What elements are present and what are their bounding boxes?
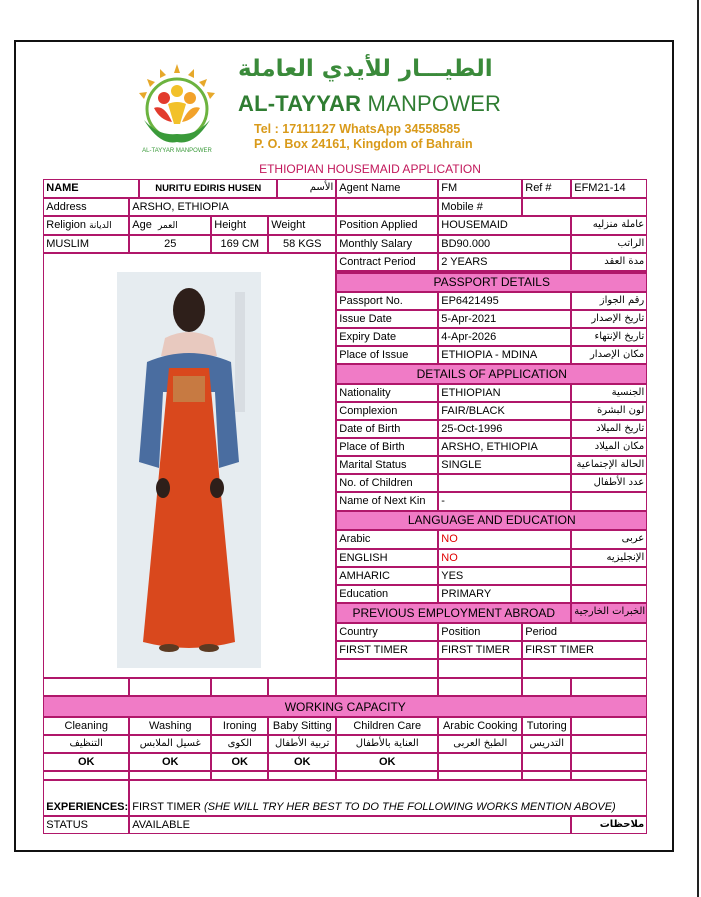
place-of-issue-arabic: مكان الإصدار [571, 346, 647, 364]
skill-arabic-cooking: Arabic Cooking [438, 717, 522, 735]
skill-children-care-arabic: العناية بالأطفال [336, 735, 438, 753]
working-capacity-header: WORKING CAPACITY [43, 696, 647, 717]
name-arabic-label: الأسم [277, 179, 336, 198]
emp-blank-2 [438, 659, 522, 678]
monthly-salary-arabic: الراتب [571, 235, 647, 253]
children-value [438, 474, 571, 492]
emp-blank-3 [522, 659, 647, 678]
children-label: No. of Children [336, 474, 438, 492]
emp-blank-1 [336, 659, 438, 678]
religion-label: Religion [46, 219, 86, 232]
blank-row-cell [211, 678, 268, 696]
applicant-photo-image [117, 272, 261, 668]
next-kin-value: - [438, 492, 571, 511]
remarks-arabic-label: ملاحظات [571, 816, 647, 834]
experiences-note: (SHE WILL TRY HER BEST TO DO THE FOLLOWING WORKS MENTION ABOVE) [203, 801, 616, 814]
height-value: 169 CM [211, 235, 268, 253]
blank-row-cell [268, 678, 336, 696]
english-value: NO [438, 549, 571, 567]
nationality-label: Nationality [336, 384, 438, 402]
position-applied-value: HOUSEMAID [438, 216, 571, 235]
status-label: STATUS [43, 816, 129, 834]
weight-label: Weight [268, 216, 336, 235]
right-edge-line [697, 0, 699, 897]
skill-cleaning-arabic: التنظيف [43, 735, 129, 753]
brand-name [238, 91, 501, 117]
contract-period-arabic: مدة العقد [571, 253, 647, 271]
skill-cleaning-status: OK [43, 753, 129, 771]
marital-status-arabic: الحالة الإجتماعية [571, 456, 647, 474]
blank-row-cell [43, 678, 129, 696]
mobile-value [522, 198, 647, 216]
place-of-birth-label: Place of Birth [336, 438, 438, 456]
amharic-arabic [571, 567, 647, 585]
children-arabic: عدد الأطفال [571, 474, 647, 492]
place-of-issue-value: ETHIOPIA - MDINA [438, 346, 571, 364]
height-label: Height [211, 216, 268, 235]
amharic-label: AMHARIC [336, 567, 438, 585]
expiry-date-value: 4-Apr-2026 [438, 328, 571, 346]
age-label: Age [132, 219, 152, 232]
education-arabic [571, 585, 647, 603]
svg-text:AL-TAYYAR MANPOWER: AL-TAYYAR MANPOWER [142, 148, 212, 154]
issue-date-arabic: تاريخ الإصدار [571, 310, 647, 328]
nationality-arabic: الجنسية [571, 384, 647, 402]
skill-washing-status: OK [129, 753, 211, 771]
place-of-birth-value: ARSHO, ETHIOPIA [438, 438, 571, 456]
issue-date-value: 5-Apr-2021 [438, 310, 571, 328]
education-label: Education [336, 585, 438, 603]
passport-no-value: EP6421495 [438, 292, 571, 310]
skill-children-care-status: OK [336, 753, 438, 771]
brand-arabic-name: الطيـــار للأيدي العاملة [238, 56, 493, 82]
name-value: NURITU EDIRIS HUSEN [139, 179, 277, 198]
english-arabic: الإنجليزيه [571, 549, 647, 567]
spacer-cell [438, 771, 522, 780]
brand-name-rest: MANPOWER [367, 91, 502, 116]
nationality-value: ETHIOPIAN [438, 384, 571, 402]
spacer-cell [211, 771, 268, 780]
arabic-arabic: عربى [571, 530, 647, 549]
agent-name-label: Agent Name [336, 179, 438, 198]
spacer-cell [43, 771, 129, 780]
ref-label: Ref # [522, 179, 571, 198]
spacer-cell [522, 771, 571, 780]
skill-arabic-cooking-status [438, 753, 522, 771]
skill-cleaning: Cleaning [43, 717, 129, 735]
language-education-header: LANGUAGE AND EDUCATION [336, 511, 647, 530]
skill-blank [571, 717, 647, 735]
skill-ironing-status: OK [211, 753, 268, 771]
expiry-date-label: Expiry Date [336, 328, 438, 346]
age-header [129, 216, 211, 235]
skill-baby-sitting-arabic: تربية الأطفال [268, 735, 336, 753]
complexion-label: Complexion [336, 402, 438, 420]
applicant-photo [117, 272, 261, 668]
amharic-value: YES [438, 567, 571, 585]
company-logo [130, 62, 224, 154]
emp-country-value: FIRST TIMER [336, 641, 438, 659]
address-label: Address [43, 198, 129, 216]
next-kin-label: Name of Next Kin [336, 492, 438, 511]
previous-employment-header: PREVIOUS EMPLOYMENT ABROAD [336, 603, 571, 623]
skill-ironing: Ironing [211, 717, 268, 735]
place-of-birth-arabic: مكان الميلاد [571, 438, 647, 456]
spacer-cell [268, 771, 336, 780]
contact-block [254, 122, 473, 152]
next-kin-arabic [571, 492, 647, 511]
contact-address: P. O. Box 24161, Kingdom of Bahrain [254, 137, 473, 151]
education-value: PRIMARY [438, 585, 571, 603]
passport-no-label: Passport No. [336, 292, 438, 310]
emp-period-value: FIRST TIMER [522, 641, 647, 659]
complexion-arabic: لون البشرة [571, 402, 647, 420]
passport-no-arabic: رقم الجواز [571, 292, 647, 310]
passport-details-header: PASSPORT DETAILS [336, 273, 647, 292]
place-of-issue-label: Place of Issue [336, 346, 438, 364]
emp-header-period: Period [522, 623, 647, 641]
name-label: NAME [43, 179, 139, 198]
skill-ironing-arabic: الكوى [211, 735, 268, 753]
religion-arabic: الديانة [89, 221, 112, 232]
ref-value: EFM21-14 [571, 179, 647, 198]
emp-position-value: FIRST TIMER [438, 641, 522, 659]
marital-status-label: Marital Status [336, 456, 438, 474]
age-value: 25 [129, 235, 211, 253]
skill-arabic-blank [571, 735, 647, 753]
experiences-value [129, 780, 647, 816]
position-applied-arabic: عاملة منزليه [571, 216, 647, 235]
skill-children-care: Children Care [336, 717, 438, 735]
blank-row-cell [438, 678, 522, 696]
monthly-salary-value: BD90.000 [438, 235, 571, 253]
contract-period-value: 2 YEARS [438, 253, 571, 271]
marital-status-value: SINGLE [438, 456, 571, 474]
details-of-application-header: DETAILS OF APPLICATION [336, 364, 647, 384]
form-title: ETHIOPIAN HOUSEMAID APPLICATION [259, 162, 481, 176]
english-label: ENGLISH [336, 549, 438, 567]
experiences-value-text: FIRST TIMER [132, 801, 201, 814]
blank-row-cell [571, 678, 647, 696]
emp-header-position: Position [438, 623, 522, 641]
arabic-value: NO [438, 530, 571, 549]
skill-arabic-cooking-arabic: الطبخ العربى [438, 735, 522, 753]
weight-value: 58 KGS [268, 235, 336, 253]
contract-period-label: Contract Period [336, 253, 438, 271]
skill-status-blank [571, 753, 647, 771]
spacer-cell [336, 771, 438, 780]
experiences-label: EXPERIENCES: [43, 780, 129, 816]
complexion-value: FAIR/BLACK [438, 402, 571, 420]
religion-value: MUSLIM [43, 235, 129, 253]
previous-employment-arabic: الخبرات الخارجية [571, 603, 647, 623]
issue-date-label: Issue Date [336, 310, 438, 328]
blank-row-cell [129, 678, 211, 696]
date-of-birth-arabic: تاريخ الميلاد [571, 420, 647, 438]
skill-washing: Washing [129, 717, 211, 735]
skill-tutoring-arabic: التدريس [522, 735, 571, 753]
status-value: AVAILABLE [129, 816, 571, 834]
monthly-salary-label: Monthly Salary [336, 235, 438, 253]
religion-header [43, 216, 129, 235]
position-applied-label: Position Applied [336, 216, 438, 235]
mobile-label: Mobile # [438, 198, 522, 216]
emp-header-country: Country [336, 623, 438, 641]
date-of-birth-label: Date of Birth [336, 420, 438, 438]
expiry-date-arabic: تاريخ الإنتهاء [571, 328, 647, 346]
skill-baby-sitting: Baby Sitting [268, 717, 336, 735]
age-arabic: العمر [157, 221, 178, 232]
date-of-birth-value: 25-Oct-1996 [438, 420, 571, 438]
arabic-label: Arabic [336, 530, 438, 549]
brand-name-bold: AL-TAYYAR [238, 91, 362, 116]
skill-tutoring-status [522, 753, 571, 771]
agent-name-value: FM [438, 179, 522, 198]
blank-row-cell [522, 678, 571, 696]
spacer-cell [129, 771, 211, 780]
blank-row-cell [336, 678, 438, 696]
address-value: ARSHO, ETHIOPIA [129, 198, 336, 216]
skill-tutoring: Tutoring [522, 717, 571, 735]
contact-phone: Tel : 17111127 WhatsApp 34558585 [254, 122, 461, 136]
skill-baby-sitting-status: OK [268, 753, 336, 771]
skill-washing-arabic: غسيل الملابس [129, 735, 211, 753]
agent-blank [336, 198, 438, 216]
spacer-cell [571, 771, 647, 780]
